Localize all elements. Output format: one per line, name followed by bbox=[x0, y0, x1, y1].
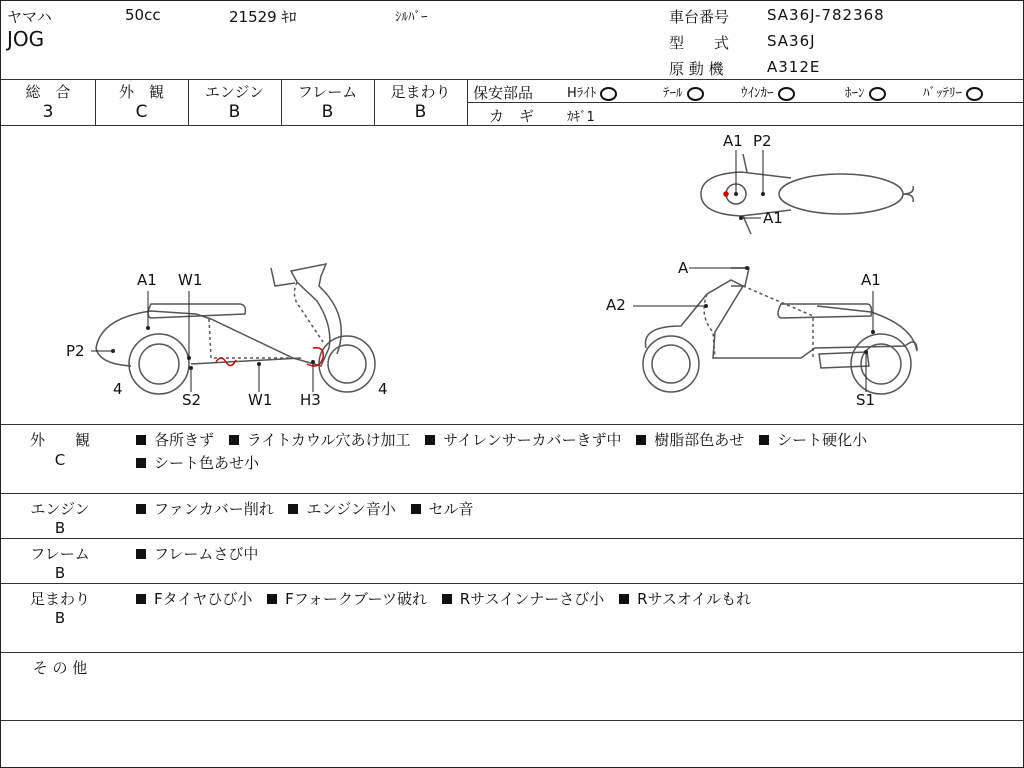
divider bbox=[1, 583, 1023, 584]
diagram-label: P2 bbox=[753, 132, 772, 150]
maker-name: ヤマハ bbox=[7, 8, 52, 26]
ok-circle-icon bbox=[687, 87, 704, 101]
safety-item-battery bbox=[923, 82, 983, 101]
ok-circle-icon bbox=[778, 87, 795, 101]
bullet-square-icon bbox=[136, 435, 146, 445]
detail-item: ライトカウル穴あけ加工 bbox=[246, 431, 411, 449]
divider bbox=[1, 493, 1023, 494]
detail-line bbox=[136, 429, 877, 450]
safety-item-label: ｳｲﾝｶｰ bbox=[741, 86, 774, 101]
divider bbox=[1, 538, 1023, 539]
detail-label-frame: フレーム bbox=[30, 545, 90, 563]
detail-item: サイレンサーカバーきず中 bbox=[443, 431, 622, 449]
detail-item: フレームさび中 bbox=[154, 545, 259, 563]
safety-item-tail bbox=[663, 82, 704, 101]
detail-line bbox=[136, 543, 268, 564]
safety-item-winker bbox=[741, 82, 795, 101]
bullet-square-icon bbox=[267, 594, 277, 604]
overall-grade: 3 bbox=[42, 102, 54, 122]
bullet-square-icon bbox=[136, 458, 146, 468]
divider bbox=[1, 424, 1023, 425]
bullet-square-icon bbox=[759, 435, 769, 445]
divider bbox=[1, 652, 1023, 653]
safety-item-horn bbox=[845, 82, 886, 101]
diagram-label: A1 bbox=[861, 271, 881, 289]
divider bbox=[467, 79, 468, 125]
overall-label: 総 合 bbox=[25, 83, 71, 101]
ok-circle-icon bbox=[966, 87, 983, 101]
ok-circle-icon bbox=[869, 87, 886, 101]
safety-title: 保安部品 bbox=[473, 84, 534, 102]
diagram-label: A bbox=[678, 259, 689, 277]
diagram-label: S2 bbox=[182, 391, 202, 409]
chassis-value: SA36J-782368 bbox=[767, 6, 885, 24]
detail-item: エンジン音小 bbox=[306, 500, 396, 518]
diagram-label: A1 bbox=[137, 271, 157, 289]
diagram-label: 4 bbox=[113, 380, 123, 398]
diagram-label: A1 bbox=[723, 132, 743, 150]
bullet-square-icon bbox=[288, 504, 298, 514]
damage-mark bbox=[724, 192, 728, 196]
divider bbox=[467, 102, 1023, 103]
detail-grade-exterior: C bbox=[54, 451, 66, 469]
bullet-square-icon bbox=[425, 435, 435, 445]
diagram-label: 4 bbox=[378, 380, 388, 398]
exterior-grade: C bbox=[135, 102, 148, 122]
bullet-square-icon bbox=[442, 594, 452, 604]
detail-item: シート色あせ小 bbox=[154, 454, 260, 472]
mileage: 21529 ｷﾛ bbox=[229, 8, 297, 26]
detail-grade-frame: B bbox=[54, 564, 66, 582]
detail-item: Fフォークブーツ破れ bbox=[285, 590, 427, 608]
diagram-label: P2 bbox=[66, 342, 85, 360]
detail-grade-suspension: B bbox=[54, 609, 66, 627]
safety-item-label: ﾎｰﾝ bbox=[845, 86, 865, 101]
suspension-label: 足まわり bbox=[390, 83, 451, 101]
divider bbox=[1, 79, 1023, 80]
engine-type-value: A312E bbox=[767, 58, 821, 76]
engine-type-label: 原 動 機 bbox=[669, 60, 724, 78]
detail-item: ファンカバー削れ bbox=[154, 500, 274, 518]
detail-item: Rサスインナーさび小 bbox=[459, 590, 605, 608]
detail-line bbox=[136, 588, 761, 609]
detail-label-other: そ の 他 bbox=[32, 659, 88, 677]
safety-item-label: Hﾗｲﾄ bbox=[567, 86, 597, 101]
detail-item: Rサスオイルもれ bbox=[637, 590, 752, 608]
bullet-square-icon bbox=[636, 435, 646, 445]
detail-label-engine: エンジン bbox=[30, 500, 90, 518]
detail-item: 樹脂部色あせ bbox=[654, 431, 745, 449]
exterior-label: 外 観 bbox=[118, 83, 164, 101]
type-value: SA36J bbox=[767, 32, 816, 50]
detail-item: セル音 bbox=[428, 500, 474, 518]
frame-grade: B bbox=[321, 102, 334, 122]
diagram-label: W1 bbox=[178, 271, 203, 289]
detail-item: 各所きず bbox=[154, 431, 215, 449]
chassis-label: 車台番号 bbox=[669, 8, 730, 26]
displacement: 50cc bbox=[125, 6, 161, 24]
suspension-grade: B bbox=[414, 102, 427, 122]
model-name: JOG bbox=[7, 27, 45, 51]
diagram-label: W1 bbox=[248, 391, 273, 409]
type-label: 型 式 bbox=[669, 34, 730, 52]
color: ｼﾙﾊﾞｰ bbox=[395, 10, 428, 25]
bullet-square-icon bbox=[136, 594, 146, 604]
detail-line bbox=[136, 498, 484, 519]
detail-grade-engine: B bbox=[54, 519, 66, 537]
key-value: ｶｷﾞ1 bbox=[567, 110, 595, 125]
engine-grade: B bbox=[228, 102, 241, 122]
divider bbox=[1, 720, 1023, 721]
safety-item-label: ﾃｰﾙ bbox=[663, 86, 683, 101]
engine-label: エンジン bbox=[204, 83, 265, 101]
ok-circle-icon bbox=[600, 87, 617, 101]
safety-item-headlight bbox=[567, 82, 617, 101]
top-view-scooter bbox=[701, 154, 913, 234]
bullet-square-icon bbox=[229, 435, 239, 445]
diagram-label: H3 bbox=[300, 391, 321, 409]
safety-item-label: ﾊﾞｯﾃﾘｰ bbox=[923, 86, 962, 101]
detail-item: Fタイヤひび小 bbox=[154, 590, 253, 608]
detail-label-exterior: 外 観 bbox=[29, 431, 90, 449]
diagram-label: S1 bbox=[856, 391, 876, 409]
diagram-label: A1 bbox=[763, 209, 783, 227]
key-label: カ ギ bbox=[489, 107, 535, 125]
detail-item: シート硬化小 bbox=[777, 431, 868, 449]
frame-label: フレーム bbox=[297, 83, 358, 101]
detail-label-suspension: 足まわり bbox=[29, 590, 90, 608]
bullet-square-icon bbox=[619, 594, 629, 604]
bullet-square-icon bbox=[411, 504, 421, 514]
bullet-square-icon bbox=[136, 504, 146, 514]
diagram-label: A2 bbox=[606, 296, 626, 314]
detail-line bbox=[136, 452, 269, 473]
bullet-square-icon bbox=[136, 549, 146, 559]
